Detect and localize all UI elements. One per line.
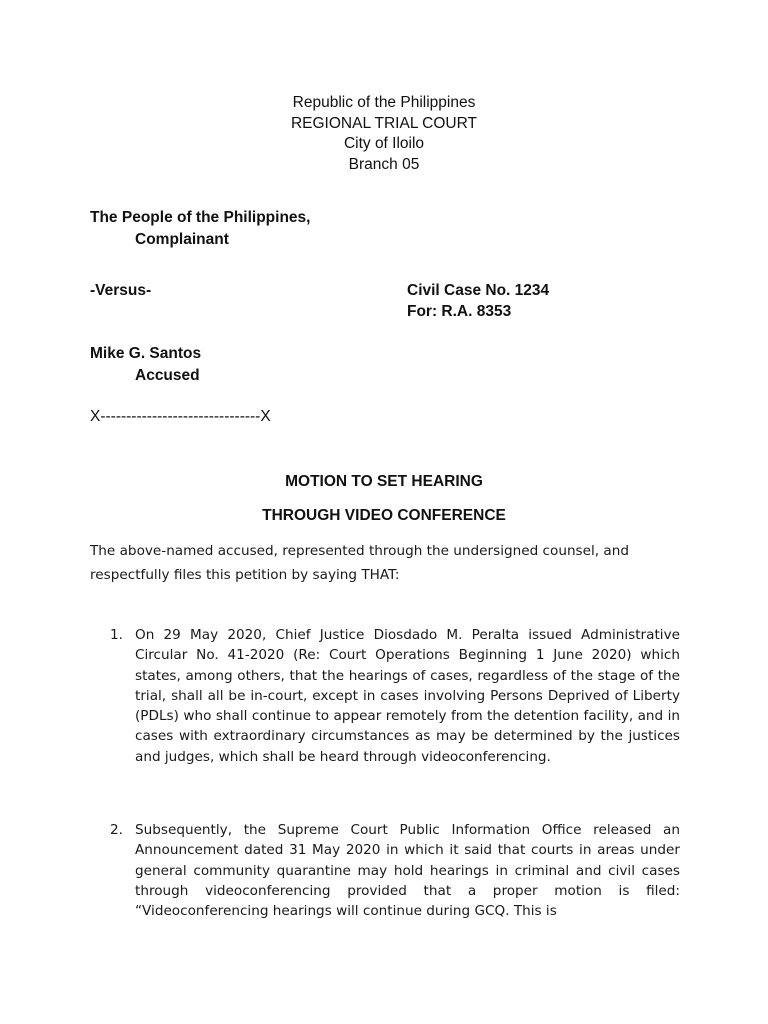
paragraph-text: On 29 May 2020, Chief Justice Diosdado M. Peralta issued Administrative Circular No. 41-2020 (Re: Court Operations Beginning 1 June 2020) which states, among others, that the hearings of cases, regardless of the stage of the trial, shall all be in-court, except in cases involving Persons Deprived of Liberty (PDLs) who shall continue to appear remotely from the detention facility, and in cases with extraordinary circumstances as may be determined by the justices and judges, which shall be heard through videoconferencing. [135,627,680,765]
case-number: Civil Case No. 1234 [407,282,550,299]
motion-title: MOTION TO SET HEARING [285,473,483,490]
paragraph-number: 1. [110,627,123,643]
numbered-paragraph-2 [110,820,680,921]
header-branch: Branch 05 [348,155,420,173]
accused-name: Mike G. Santos [90,345,202,362]
paragraph-text: Subsequently, the Supreme Court Public Information Office released an Announcement dated 31 May 2020 in which it said that courts in areas under general community quarantine may hold hearings in criminal and civil cases through videoconferencing provided that a proper motion is filed: “Videoconferencing hearings will continue during GCQ. This is [135,822,680,920]
header-republic: Republic of the Philippines [292,94,476,111]
court-header [0,93,768,175]
intro-paragraph: The above-named accused, represented through the undersigned counsel, and respectfully files this petition by saying THAT: [90,543,629,583]
versus-label: -Versus- [90,282,152,299]
motion-subtitle: THROUGH VIDEO CONFERENCE [262,507,506,524]
caption-separator: X-------------------------------X [90,408,271,425]
header-court: REGIONAL TRIAL COURT [290,114,478,132]
paragraph-number: 2. [110,822,123,838]
accused-role: Accused [135,367,200,384]
numbered-paragraph-1 [110,625,680,767]
plaintiff-role: Complainant [135,231,229,248]
header-city: City of Iloilo [343,135,425,152]
case-subject: For: R.A. 8353 [407,303,512,320]
plaintiff-name: The People of the Philippines, [90,209,311,226]
